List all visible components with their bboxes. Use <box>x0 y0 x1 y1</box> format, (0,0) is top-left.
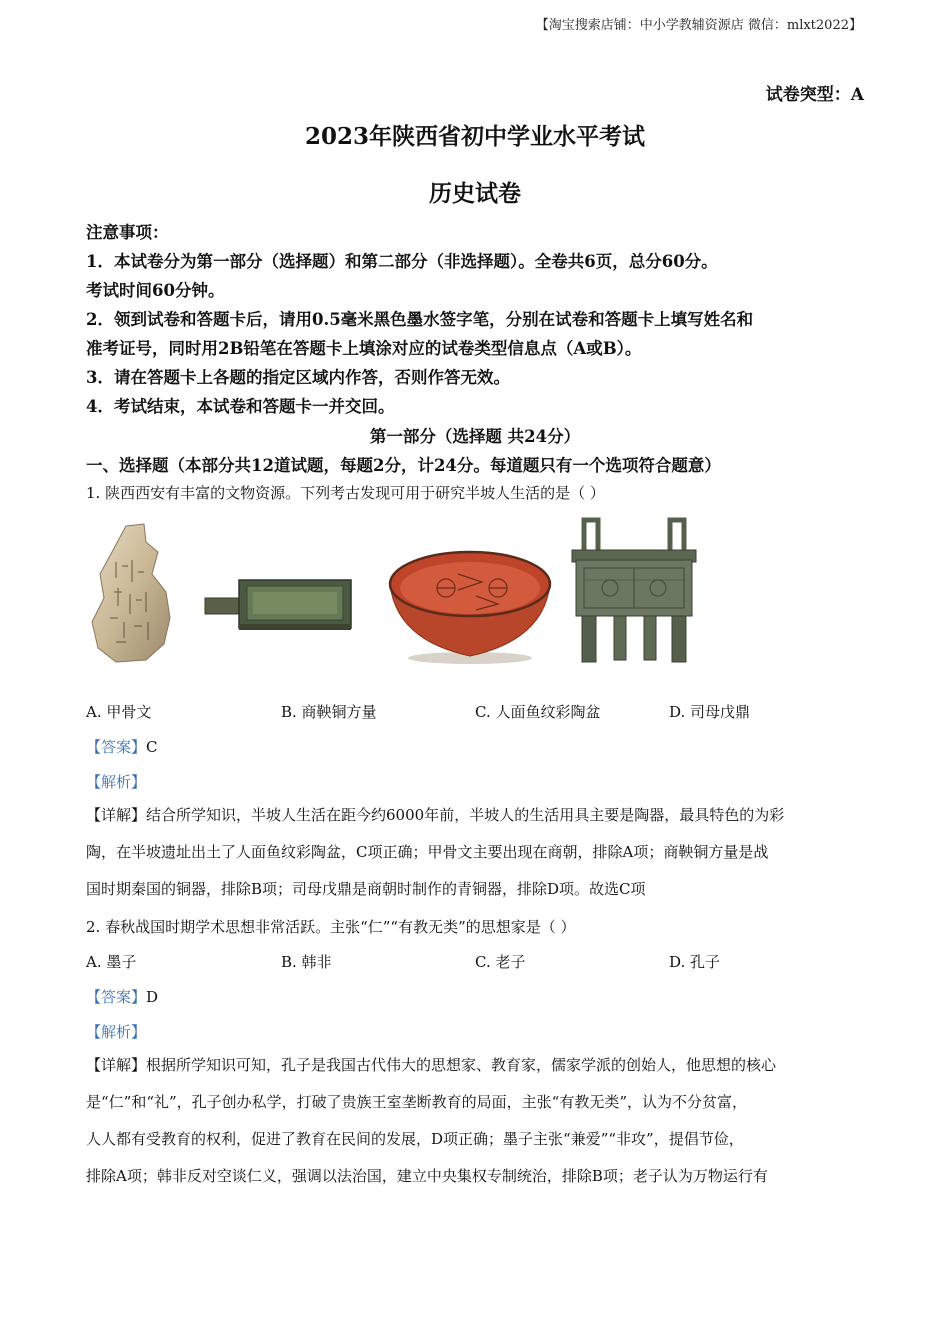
detail-line: 国时期秦国的铜器，排除B项；司母戊鼎是商朝时制作的青铜器，排除D项。故选C项 <box>86 880 646 898</box>
q1-answer <box>86 736 158 757</box>
q2-option-c: C. 老子 <box>475 953 526 971</box>
section1-title: 一、选择题（本部分共12道试题，每题2分，计24分。每道题只有一个选项符合题意） <box>86 456 721 475</box>
q2-option-a: A. 墨子 <box>86 953 137 971</box>
q1-option-a: A. 甲骨文 <box>86 703 152 721</box>
q1-option-d: D. 司母戊鼎 <box>669 703 751 721</box>
detail-line: 【详解】结合所学知识，半坡人生活在距今约6000年前，半坡人的生活用具主要是陶器，最具特色的为彩 <box>86 806 785 824</box>
part1-title: 第一部分（选择题 共24分） <box>369 427 581 446</box>
detail-line: 【详解】根据所学知识可知，孔子是我国古代伟大的思想家、教育家，儒家学派的创始人，他思想的核心 <box>86 1056 777 1074</box>
q1-analysis <box>86 771 146 792</box>
simuwu-ding-image <box>566 516 702 666</box>
detail-line: 陶，在半坡遗址出土了人面鱼纹彩陶盆，C项正确；甲骨文主要出现在商朝，排除A项；商鞅铜方量是战 <box>86 843 769 861</box>
q1-option-b: B. 商鞅铜方量 <box>281 703 377 721</box>
exam-title: 2023年陕西省初中学业水平考试 <box>304 123 645 150</box>
q2-detail <box>86 1047 876 1195</box>
q2-option-d: D. 孔子 <box>669 953 721 971</box>
analysis-tag: 【解析】 <box>86 773 147 791</box>
notice-line: 2．领到试卷和答题卡后，请用0.5毫米黑色墨水签字笔，分别在试卷和答题卡上填写姓名和 <box>86 310 754 329</box>
answer-value: C <box>146 738 158 756</box>
pottery-basin-image <box>386 544 554 666</box>
notice-line: 4．考试结束，本试卷和答题卡一并交回。 <box>86 397 395 416</box>
detail-line: 是“仁”和“礼”，孔子创办私学，打破了贵族王室垄断教育的局面，主张“有教无类”，认为不分贫富， <box>86 1093 748 1111</box>
q2-option-b: B. 韩非 <box>281 953 332 971</box>
answer-value: D <box>146 988 159 1006</box>
exam-subtitle: 历史试卷 <box>429 180 521 207</box>
detail-tag: 【详解】 <box>86 806 147 824</box>
detail-line: 排除A项；韩非反对空谈仁义，强调以法治国，建立中央集权专制统治，排除B项；老子认为万物运行有 <box>86 1167 768 1185</box>
q1-stem: 1. 陕西西安有丰富的文物资源。下列考古发现可用于研究半坡人生活的是（ ） <box>86 484 605 502</box>
paper-type-label: 试卷突型：A <box>765 85 864 105</box>
detail-line: 人人都有受教育的权利，促进了教育在民间的发展，D项正确；墨子主张“兼爱”“非攻”，提倡节俭， <box>86 1130 744 1148</box>
notice-line: 准考证号，同时用2B铅笔在答题卡上填涂对应的试卷类型信息点（A或B）。 <box>86 339 642 358</box>
header-note: 【淘宝搜索店铺：中小学教辅资源店 微信：mlxt2022】 <box>535 18 862 33</box>
answer-tag: 【答案】 <box>86 988 147 1006</box>
detail-tag: 【详解】 <box>86 1056 147 1074</box>
notice-block <box>86 218 876 421</box>
notice-heading: 注意事项： <box>86 223 169 242</box>
analysis-tag: 【解析】 <box>86 1023 147 1041</box>
q2-answer <box>86 986 158 1007</box>
q2-analysis <box>86 1021 146 1042</box>
bronze-measure-image <box>203 576 353 634</box>
answer-tag: 【答案】 <box>86 738 147 756</box>
q1-option-c: C. 人面鱼纹彩陶盆 <box>475 703 601 721</box>
q2-stem: 2. 春秋战国时期学术思想非常活跃。主张“仁”“有教无类”的思想家是（ ） <box>86 918 576 936</box>
q1-detail <box>86 797 876 908</box>
notice-line: 3．请在答题卡上各题的指定区域内作答，否则作答无效。 <box>86 368 510 387</box>
notice-line: 1．本试卷分为第一部分（选择题）和第二部分（非选择题）。全卷共6页，总分60分。 <box>86 252 718 271</box>
oracle-bone-image <box>86 522 178 664</box>
notice-line: 考试时间60分钟。 <box>86 281 225 300</box>
